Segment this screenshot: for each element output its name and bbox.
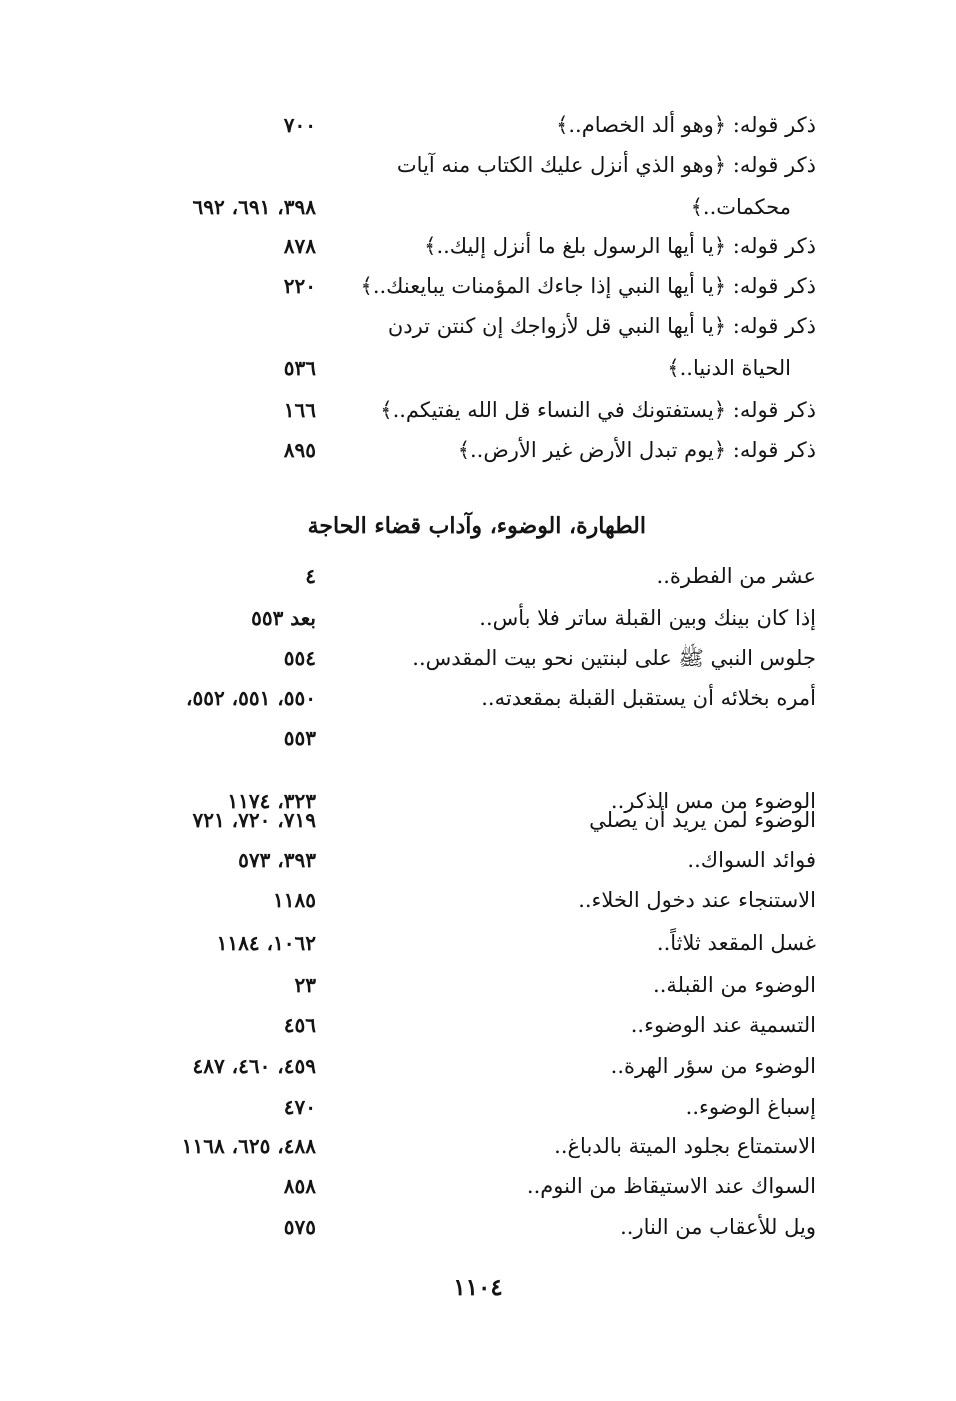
index-entry-text: الوضوء من القبلة.. xyxy=(653,973,816,997)
index-row xyxy=(136,840,816,880)
index-row xyxy=(136,923,816,963)
index-entry-text: ذكر قوله: ﴿يا أيها النبي إذا جاءك المؤمنات يبايعنك..﴾ xyxy=(360,274,816,298)
index-row xyxy=(136,1207,816,1247)
index-entry-pages: ٣٩٨، ٦٩١، ٦٩٢ xyxy=(192,195,316,219)
index-entry-text: ذكر قوله: ﴿يا أيها النبي قل لأزواجك إن كنتن تردن xyxy=(387,314,816,338)
index-entry-text: الاستمتاع بجلود الميتة بالدباغ.. xyxy=(554,1134,816,1158)
index-entry-text: غسل المقعد ثلاثاً.. xyxy=(656,931,816,955)
index-entry-pages: بعد ٥٥٣ xyxy=(251,606,316,630)
index-row xyxy=(136,145,816,185)
index-entry-text: ذكر قوله: ﴿وهو الذي أنزل عليك الكتاب منه آيات xyxy=(396,153,816,177)
index-entry-text: إذا كان بينك وبين القبلة ساتر فلا بأس.. xyxy=(479,606,816,630)
index-entry-text: أمره بخلائه أن يستقبل القبلة بمقعدته.. xyxy=(481,686,816,710)
index-row xyxy=(136,556,816,596)
index-entry-pages: ٧٠٠ xyxy=(283,113,316,137)
index-entry-pages: ٥٥٠، ٥٥١، ٥٥٢، xyxy=(185,686,316,710)
index-entry-text: الوضوء لمن يريد أن يصلي xyxy=(589,808,816,832)
index-row xyxy=(136,390,816,430)
index-entry-pages: ٥٥٣ xyxy=(283,726,316,750)
index-entry-text: إسباغ الوضوء.. xyxy=(685,1095,816,1119)
index-row xyxy=(136,1046,816,1086)
index-row xyxy=(136,880,816,920)
index-row xyxy=(136,430,816,470)
index-row xyxy=(136,678,816,718)
index-row xyxy=(136,348,816,388)
index-row xyxy=(136,187,816,227)
index-entry-text: جلوس النبي ﷺ على لبنتين نحو بيت المقدس.. xyxy=(412,646,816,670)
index-entry-pages: ٨٧٨ xyxy=(283,234,316,258)
index-entry-pages: ٥٣٦ xyxy=(283,356,316,380)
index-entry-pages: ٢٢٠ xyxy=(283,274,316,298)
index-entry-text: الوضوء من مس الذكر.. xyxy=(610,789,816,813)
index-entry-text: الاستنجاء عند دخول الخلاء.. xyxy=(578,888,816,912)
index-row xyxy=(136,800,816,840)
index-entry-text: عشر من الفطرة.. xyxy=(656,564,816,588)
index-entry-pages: ٣٩٣، ٥٧٣ xyxy=(238,848,316,872)
index-entry-pages: ٥٥٤ xyxy=(283,646,316,670)
index-entry-pages: ٢٣ xyxy=(294,973,316,997)
index-row xyxy=(136,718,816,758)
index-entry-pages: ٤٨٨، ٦٢٥، ١١٦٨ xyxy=(181,1134,316,1158)
index-entry-pages: ٥٧٥ xyxy=(283,1215,316,1239)
index-entry-text: السواك عند الاستيقاظ من النوم.. xyxy=(526,1174,816,1198)
index-entry-pages: ٤ xyxy=(305,564,316,588)
index-entry-pages: ١٠٦٢، ١١٨٤ xyxy=(216,931,316,955)
index-row xyxy=(136,226,816,266)
section-heading: الطهارة، الوضوء، وآداب قضاء الحاجة xyxy=(307,513,646,539)
index-entry-pages: ٣٢٣، ١١٧٤ xyxy=(227,789,316,813)
index-row xyxy=(136,1166,816,1206)
index-row xyxy=(136,1126,816,1166)
index-entry-text: ذكر قوله: ﴿يوم تبدل الأرض غير الأرض..﴾ xyxy=(457,438,816,462)
index-entry-text: محكمات..﴾ xyxy=(690,195,791,219)
page-number: ١١٠٤ xyxy=(453,1274,503,1301)
index-row xyxy=(136,1087,816,1127)
index-row xyxy=(136,306,816,346)
index-entry-text: ويل للأعقاب من النار.. xyxy=(620,1215,816,1239)
index-entry-pages: ٤٧٠ xyxy=(283,1095,316,1119)
index-row xyxy=(136,105,816,145)
index-entry-text: فوائد السواك.. xyxy=(687,848,816,872)
index-entry-pages: ١١٨٥ xyxy=(273,888,316,912)
index-entry-pages: ٤٥٦ xyxy=(283,1013,316,1037)
index-row xyxy=(136,598,816,638)
index-entry-pages: ٧١٩، ٧٢٠، ٧٢١ xyxy=(192,808,316,832)
index-entry-text: ذكر قوله: ﴿وهو ألد الخصام..﴾ xyxy=(556,113,816,137)
index-row xyxy=(136,266,816,306)
index-row xyxy=(136,965,816,1005)
index-row xyxy=(136,1005,816,1045)
index-entry-pages: ٨٩٥ xyxy=(283,438,316,462)
index-entry-pages: ٨٥٨ xyxy=(283,1174,316,1198)
index-row xyxy=(136,638,816,678)
index-entry-text: ذكر قوله: ﴿يا أيها الرسول بلغ ما أنزل إليك..﴾ xyxy=(424,234,816,258)
index-entry-text: ذكر قوله: ﴿يستفتونك في النساء قل الله يفتيكم..﴾ xyxy=(380,398,816,422)
index-entry-pages: ١٦٦ xyxy=(283,398,316,422)
index-entry-pages: ٤٥٩، ٤٦٠، ٤٨٧ xyxy=(192,1054,316,1078)
index-entry-text: الوضوء من سؤر الهرة.. xyxy=(610,1054,816,1078)
index-entry-text: التسمية عند الوضوء.. xyxy=(630,1013,816,1037)
index-entry-text: الحياة الدنيا..﴾ xyxy=(667,356,791,380)
